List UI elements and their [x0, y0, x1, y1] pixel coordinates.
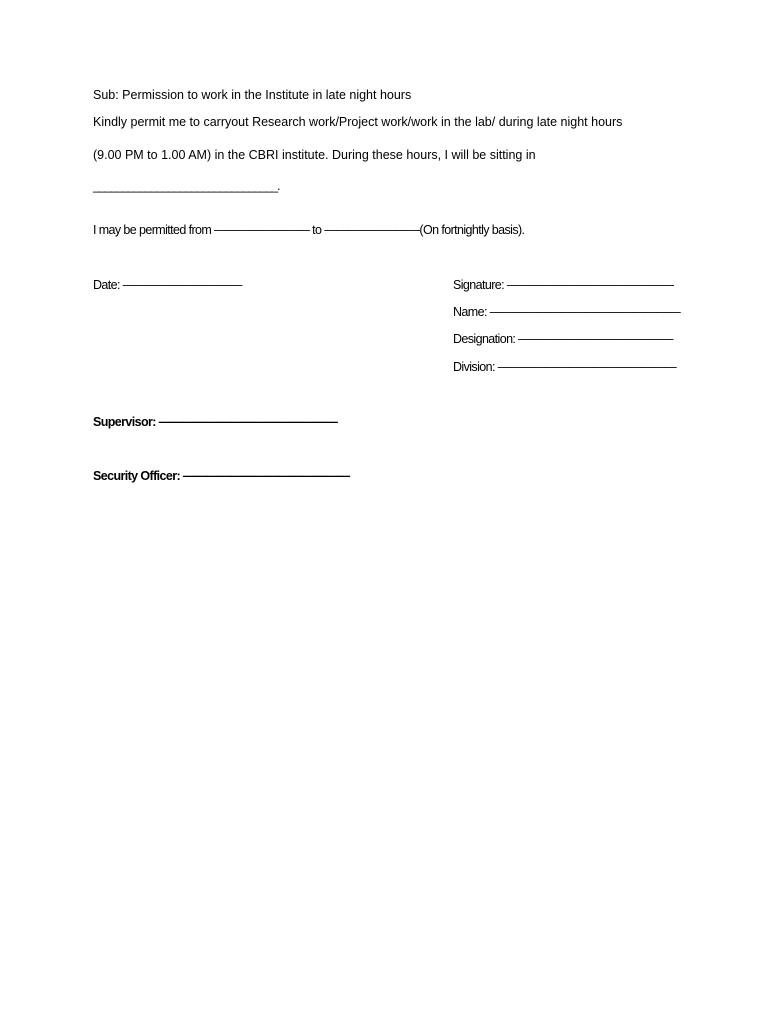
permission-line: I may be permitted from ———————— to ————————(On fortnightly basis).	[93, 223, 525, 237]
signature-line: Signature: ——————————————	[453, 278, 674, 292]
body-line-2: (9.00 PM to 1.00 AM) in the CBRI institute. During these hours, I will be sitting in	[93, 148, 536, 162]
division-line: Division: ———————————————	[453, 360, 677, 374]
body-line-1: Kindly permit me to carryout Research work/Project work/work in the lab/ during late night hours	[93, 115, 623, 129]
body-line-3-blank: ________________________________.	[93, 179, 280, 193]
security-officer-line: Security Officer: ——————————————	[93, 469, 350, 483]
supervisor-line: Supervisor: ———————————————	[93, 415, 338, 429]
date-line: Date: ——————————	[93, 278, 242, 292]
name-line: Name: ————————————————	[453, 305, 681, 319]
designation-line: Designation: —————————————	[453, 332, 673, 346]
subject-line: Sub: Permission to work in the Institute in late night hours	[93, 88, 412, 102]
